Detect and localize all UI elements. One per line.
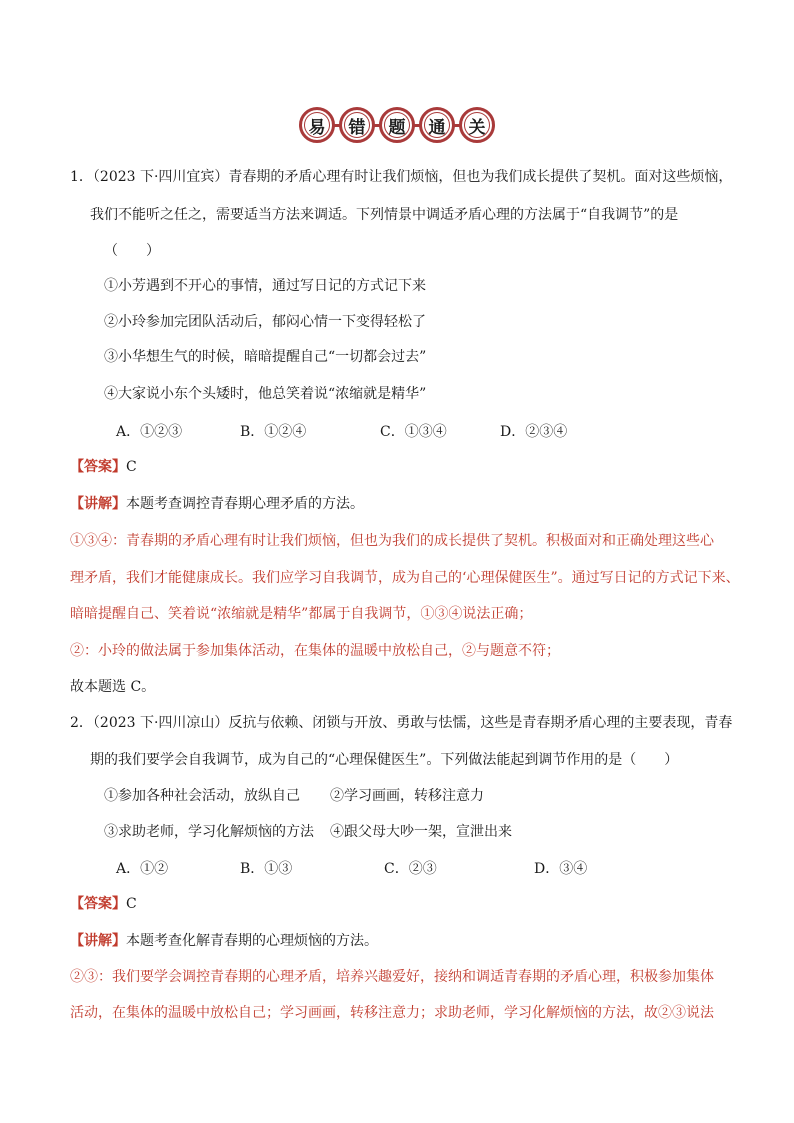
title-banner bbox=[296, 105, 498, 145]
q2-explain bbox=[70, 931, 378, 951]
banner-char: 错 bbox=[339, 107, 375, 143]
q1-analysis-line2: 理矛盾，我们才能健康成长。我们应学习自我调节，成为自己的‘心理保健医生”。通过写日记的方式记下来、 bbox=[70, 570, 740, 586]
q2-analysis-line1: ②③：我们要学会调控青春期的心理矛盾，培养兴趣爱好，接纳和调适青春期的矛盾心理，积极参加集体 bbox=[70, 969, 714, 985]
answer-value: C bbox=[126, 459, 137, 475]
q1-analysis-line3: 暗暗提醒自己、笑着说“浓缩就是精华”都属于自我调节，①③④说法正确； bbox=[70, 606, 533, 622]
q2-item-4: ④跟父母大吵一架，宣泄出来 bbox=[330, 824, 512, 840]
answer-value: C bbox=[126, 896, 137, 912]
q1-answer bbox=[70, 457, 137, 477]
q1-item-1: ①小芳遇到不开心的事情，通过写日记的方式记下来 bbox=[104, 278, 426, 294]
q2-item-3: ③求助老师，学习化解烦恼的方法 bbox=[104, 824, 314, 840]
q1-option-b: B．①②④ bbox=[240, 424, 307, 440]
q1-stem-blank: （ ） bbox=[104, 243, 160, 259]
q2-option-a: A．①② bbox=[116, 861, 169, 877]
q1-stem-line1: 1．（2023 下·四川宜宾）青春期的矛盾心理有时让我们烦恼，但也为我们成长提供了契机。面对这些烦恼， bbox=[70, 169, 733, 185]
q1-explain bbox=[70, 494, 364, 514]
answer-label: 【答案】 bbox=[70, 459, 126, 475]
q2-option-b: B．①③ bbox=[240, 861, 293, 877]
q1-item-2: ②小玲参加完团队活动后，郁闷心情一下变得轻松了 bbox=[104, 314, 426, 330]
q2-option-c: C．②③ bbox=[384, 861, 437, 877]
banner-char: 关 bbox=[459, 107, 495, 143]
answer-label: 【答案】 bbox=[70, 896, 126, 912]
q2-options bbox=[0, 859, 794, 879]
q2-items-row1 bbox=[0, 786, 794, 806]
q2-stem-line2: 期的我们要学会自我调节，成为自己的“心理保健医生”。下列做法能起到调节作用的是（ ） bbox=[90, 752, 679, 768]
banner-char: 通 bbox=[419, 107, 455, 143]
banner-chars bbox=[299, 107, 495, 143]
q2-item-1: ①参加各种社会活动，放纵自己 bbox=[104, 788, 300, 804]
analysis-text: 活动，在集体的温暖中放松自己；学习画画，转移注意力；求助老师，学习化解烦恼的方法，故②③说法 bbox=[70, 1005, 714, 1021]
q1-option-a: A．①②③ bbox=[116, 424, 183, 440]
banner-char: 易 bbox=[299, 107, 335, 143]
explain-text: 本题考查调控青春期心理矛盾的方法。 bbox=[126, 496, 364, 512]
q2-answer bbox=[70, 894, 137, 914]
q1-options bbox=[0, 422, 794, 442]
q2-items-row2 bbox=[0, 822, 794, 842]
banner-char: 题 bbox=[379, 107, 415, 143]
q1-analysis-line4: ②：小玲的做法属于参加集体活动，在集体的温暖中放松自己，②与题意不符； bbox=[70, 643, 560, 659]
q1-stem-line2: 我们不能听之任之，需要适当方法来调适。下列情景中调适矛盾心理的方法属于“自我调节”的是 bbox=[90, 207, 679, 223]
q2-analysis-line2 bbox=[70, 1003, 714, 1023]
q1-conclusion: 故本题选 C。 bbox=[70, 679, 156, 695]
q1-item-3: ③小华想生气的时候，暗暗提醒自己“一切都会过去” bbox=[104, 349, 427, 365]
explain-text: 本题考查化解青春期的心理烦恼的方法。 bbox=[126, 933, 378, 949]
explain-label: 【讲解】 bbox=[70, 496, 126, 512]
q2-option-d: D．③④ bbox=[534, 861, 588, 877]
q2-item-2: ②学习画画，转移注意力 bbox=[330, 788, 484, 804]
q2-stem-line1: 2．（2023 下·四川凉山）反抗与依赖、闭锁与开放、勇敢与怯懦，这些是青春期矛盾心理的主要表现，青春 bbox=[70, 715, 733, 731]
q1-option-c: C．①③④ bbox=[380, 424, 447, 440]
q1-item-4: ④大家说小东个头矮时，他总笑着说“浓缩就是精华” bbox=[104, 386, 427, 402]
q1-analysis-line1: ①③④：青春期的矛盾心理有时让我们烦恼，但也为我们的成长提供了契机。积极面对和正确处理这些心 bbox=[70, 533, 714, 549]
q1-option-d: D．②③④ bbox=[500, 424, 568, 440]
explain-label: 【讲解】 bbox=[70, 933, 126, 949]
